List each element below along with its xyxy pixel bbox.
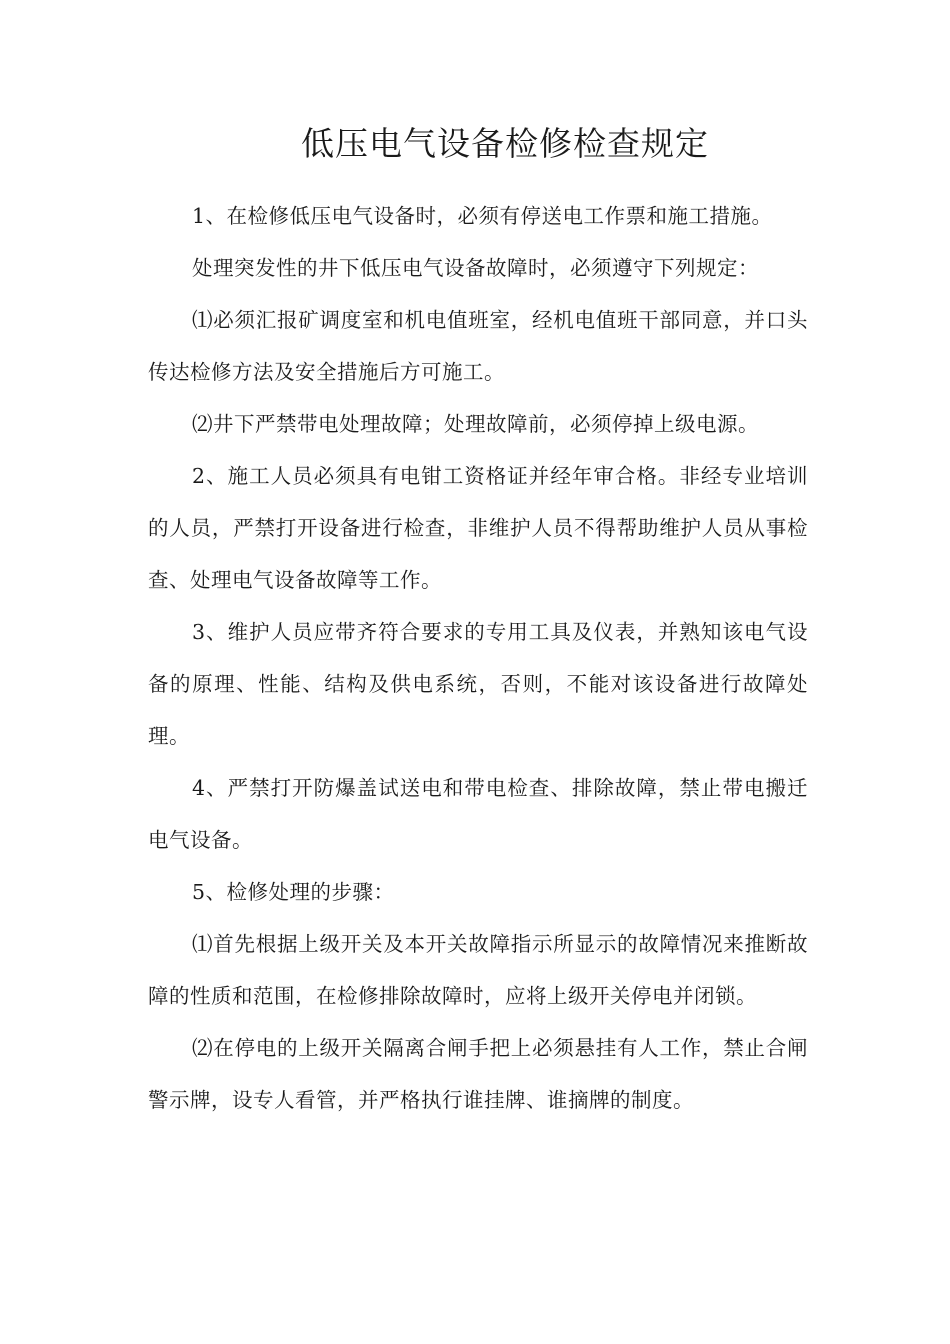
paragraph-5: 2、施工人员必须具有电钳工资格证并经年审合格。非经专业培训的人员，严禁打开设备进行检查，非维护人员不得帮助维护人员从事检查、处理电气设备故障等工作。	[148, 464, 808, 592]
document-body	[148, 190, 808, 1126]
paragraph-1: 1、在检修低压电气设备时，必须有停送电工作票和施工措施。	[192, 204, 773, 228]
document-title: 低压电气设备检修检查规定	[301, 124, 709, 163]
paragraph-8: 5、检修处理的步骤：	[192, 880, 395, 904]
paragraph-7: 4、严禁打开防爆盖试送电和带电检查、排除故障，禁止带电搬迁电气设备。	[148, 776, 808, 852]
paragraph-9: ⑴首先根据上级开关及本开关故障指示所显示的故障情况来推断故障的性质和范围，在检修排除故障时，应将上级开关停电并闭锁。	[148, 932, 808, 1008]
paragraph-6: 3、维护人员应带齐符合要求的专用工具及仪表，并熟知该电气设备的原理、性能、结构及供电系统，否则，不能对该设备进行故障处理。	[148, 620, 808, 748]
paragraph-3: ⑴必须汇报矿调度室和机电值班室，经机电值班干部同意，并口头传达检修方法及安全措施后方可施工。	[148, 308, 808, 384]
paragraph-4: ⑵井下严禁带电处理故障；处理故障前，必须停掉上级电源。	[192, 412, 759, 436]
paragraph-10: ⑵在停电的上级开关隔离合闸手把上必须悬挂有人工作，禁止合闸警示牌，设专人看管，并严格执行谁挂牌、谁摘牌的制度。	[148, 1036, 808, 1112]
paragraph-2: 处理突发性的井下低压电气设备故障时，必须遵守下列规定：	[192, 256, 759, 280]
